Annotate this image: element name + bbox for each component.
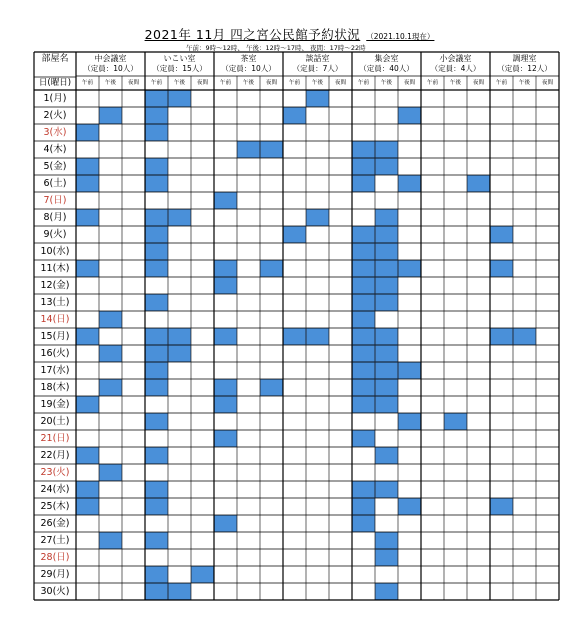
booked-slot bbox=[77, 125, 99, 141]
booked-slot bbox=[353, 312, 375, 328]
slot-label: 夜間 bbox=[196, 80, 209, 86]
booked-slot bbox=[376, 533, 398, 549]
booked-slot bbox=[307, 329, 329, 345]
booked-slot bbox=[100, 380, 122, 396]
day-label: 5(金) bbox=[43, 161, 67, 172]
corner-day-label: 日(曜日) bbox=[38, 78, 72, 88]
booked-slot bbox=[215, 261, 237, 277]
booked-slot bbox=[445, 414, 467, 430]
day-label: 13(土) bbox=[40, 297, 70, 308]
booked-slot bbox=[146, 227, 168, 243]
booked-slot bbox=[353, 295, 375, 311]
booked-slot bbox=[353, 380, 375, 396]
booked-slot bbox=[376, 397, 398, 413]
booked-slot bbox=[100, 312, 122, 328]
slot-label: 午後 bbox=[173, 80, 186, 86]
day-label: 3(水) bbox=[43, 127, 67, 138]
booked-slot bbox=[376, 159, 398, 175]
slot-label: 夜間 bbox=[403, 80, 416, 86]
booked-slot bbox=[491, 329, 513, 345]
day-label: 6(土) bbox=[43, 178, 67, 189]
booked-slot bbox=[146, 125, 168, 141]
booked-slot bbox=[100, 108, 122, 124]
slot-label: 午後 bbox=[380, 80, 393, 86]
booked-slot bbox=[77, 159, 99, 175]
day-label: 29(月) bbox=[40, 569, 70, 580]
slot-label: 午前 bbox=[81, 80, 94, 86]
booked-slot bbox=[399, 414, 421, 430]
booked-slot bbox=[399, 499, 421, 515]
booked-slot bbox=[146, 448, 168, 464]
booked-slot bbox=[77, 176, 99, 192]
booked-slot bbox=[376, 363, 398, 379]
booked-slot bbox=[353, 261, 375, 277]
booked-slot bbox=[146, 567, 168, 583]
booked-slot bbox=[353, 431, 375, 447]
day-label: 16(火) bbox=[40, 348, 70, 359]
slot-label: 夜間 bbox=[334, 80, 347, 86]
booked-slot bbox=[146, 244, 168, 260]
booked-slot bbox=[100, 533, 122, 549]
slot-label: 夜間 bbox=[265, 80, 278, 86]
room-name: 中会議室 bbox=[94, 54, 127, 63]
page-title: 2021年 11月 四之宮公民館予約状況 bbox=[144, 27, 361, 42]
as-of-date: （2021.10.1現在） bbox=[366, 32, 435, 41]
day-label: 26(金) bbox=[40, 518, 70, 529]
slot-label: 午後 bbox=[311, 80, 324, 86]
day-label: 1(月) bbox=[43, 93, 67, 104]
booked-slot bbox=[215, 397, 237, 413]
slot-label: 夜間 bbox=[472, 80, 485, 86]
booked-slot bbox=[376, 261, 398, 277]
room-name: 集会室 bbox=[374, 54, 399, 63]
booked-slot bbox=[146, 363, 168, 379]
day-label: 23(火) bbox=[40, 467, 70, 478]
booked-slot bbox=[77, 261, 99, 277]
booked-slot bbox=[146, 329, 168, 345]
room-capacity: （定員：40人） bbox=[359, 64, 414, 73]
day-label: 30(火) bbox=[40, 586, 70, 597]
booked-slot bbox=[77, 499, 99, 515]
booked-slot bbox=[146, 414, 168, 430]
booked-slot bbox=[100, 346, 122, 362]
booked-slot bbox=[284, 329, 306, 345]
booked-slot bbox=[376, 329, 398, 345]
booked-slot bbox=[376, 210, 398, 226]
booked-slot bbox=[491, 499, 513, 515]
booked-slot bbox=[100, 465, 122, 481]
booked-slot bbox=[146, 295, 168, 311]
booked-slot bbox=[261, 142, 283, 158]
room-name: 小会議室 bbox=[439, 54, 472, 63]
booked-slot bbox=[77, 448, 99, 464]
booked-slot bbox=[376, 244, 398, 260]
booked-slot bbox=[353, 516, 375, 532]
booked-slot bbox=[399, 261, 421, 277]
slot-label: 夜間 bbox=[127, 80, 140, 86]
day-label: 12(金) bbox=[40, 280, 70, 291]
booked-slot bbox=[399, 108, 421, 124]
booked-slot bbox=[261, 380, 283, 396]
booked-slot bbox=[353, 227, 375, 243]
day-label: 11(木) bbox=[40, 263, 70, 274]
booked-slot bbox=[238, 142, 260, 158]
room-name: 調理室 bbox=[512, 54, 537, 63]
booked-slot bbox=[146, 533, 168, 549]
booked-slot bbox=[146, 108, 168, 124]
day-label: 28(日) bbox=[40, 552, 70, 563]
day-label: 15(月) bbox=[40, 331, 70, 342]
day-label: 2(火) bbox=[43, 110, 67, 121]
booked-slot bbox=[215, 431, 237, 447]
corner-room-label: 部屋名 bbox=[41, 54, 69, 64]
booked-slot bbox=[376, 227, 398, 243]
booked-slot bbox=[146, 176, 168, 192]
room-capacity: （定員：7人） bbox=[292, 64, 343, 73]
slot-label: 午前 bbox=[495, 80, 508, 86]
booked-slot bbox=[169, 91, 191, 107]
booked-slot bbox=[215, 516, 237, 532]
booked-slot bbox=[353, 244, 375, 260]
booked-slot bbox=[77, 482, 99, 498]
slot-label: 午前 bbox=[357, 80, 370, 86]
day-label: 9(火) bbox=[43, 229, 67, 240]
booked-slot bbox=[376, 295, 398, 311]
day-label: 7(日) bbox=[43, 195, 67, 206]
booked-slot bbox=[146, 261, 168, 277]
booked-slot bbox=[353, 142, 375, 158]
booked-slot bbox=[169, 210, 191, 226]
day-label: 24(水) bbox=[40, 484, 70, 495]
day-label: 10(水) bbox=[40, 246, 70, 257]
booked-slot bbox=[376, 448, 398, 464]
slot-label: 午前 bbox=[288, 80, 301, 86]
room-capacity: （定員：10人） bbox=[221, 64, 276, 73]
booked-slot bbox=[376, 380, 398, 396]
booked-slot bbox=[146, 499, 168, 515]
room-name: いこい室 bbox=[163, 54, 196, 63]
day-label: 8(月) bbox=[43, 212, 67, 223]
booked-slot bbox=[215, 278, 237, 294]
booked-slot bbox=[146, 584, 168, 600]
booked-slot bbox=[376, 278, 398, 294]
booked-slot bbox=[353, 482, 375, 498]
booked-slot bbox=[376, 346, 398, 362]
booked-slot bbox=[514, 329, 536, 345]
day-label: 4(木) bbox=[43, 144, 67, 155]
slot-label: 午後 bbox=[104, 80, 117, 86]
booked-slot bbox=[146, 159, 168, 175]
slot-label: 午後 bbox=[449, 80, 462, 86]
booked-slot bbox=[491, 227, 513, 243]
booked-slot bbox=[353, 176, 375, 192]
room-name: 談話室 bbox=[305, 54, 330, 63]
day-label: 17(水) bbox=[40, 365, 70, 376]
booked-slot bbox=[468, 176, 490, 192]
booked-slot bbox=[353, 397, 375, 413]
booked-slot bbox=[77, 210, 99, 226]
booked-slot bbox=[215, 193, 237, 209]
slot-label: 午前 bbox=[426, 80, 439, 86]
booked-slot bbox=[491, 261, 513, 277]
day-label: 20(土) bbox=[40, 416, 70, 427]
hours-note: 午前：9時～12時、 午後：12時～17時、 夜間：17時～22時 bbox=[186, 44, 366, 52]
booked-slot bbox=[353, 499, 375, 515]
day-label: 14(日) bbox=[40, 314, 70, 325]
day-label: 25(木) bbox=[40, 501, 70, 512]
day-label: 21(日) bbox=[40, 433, 70, 444]
booked-slot bbox=[169, 584, 191, 600]
slot-label: 午前 bbox=[150, 80, 163, 86]
booked-slot bbox=[376, 550, 398, 566]
day-label: 18(木) bbox=[40, 382, 70, 393]
day-label: 22(月) bbox=[40, 450, 70, 461]
slot-label: 午前 bbox=[219, 80, 232, 86]
booked-slot bbox=[376, 482, 398, 498]
slot-label: 午後 bbox=[518, 80, 531, 86]
booked-slot bbox=[399, 363, 421, 379]
day-label: 19(金) bbox=[40, 399, 70, 410]
booked-slot bbox=[353, 278, 375, 294]
booked-slot bbox=[376, 142, 398, 158]
booked-slot bbox=[146, 482, 168, 498]
booked-slot bbox=[307, 210, 329, 226]
room-capacity: （定員：10人） bbox=[83, 64, 138, 73]
booked-slot bbox=[376, 584, 398, 600]
booked-slot bbox=[353, 159, 375, 175]
booked-slot bbox=[353, 363, 375, 379]
booked-slot bbox=[399, 176, 421, 192]
booked-slot bbox=[146, 210, 168, 226]
booked-slot bbox=[307, 91, 329, 107]
booked-slot bbox=[215, 329, 237, 345]
booked-slot bbox=[284, 108, 306, 124]
room-capacity: （定員：12人） bbox=[497, 64, 552, 73]
booked-slot bbox=[261, 261, 283, 277]
booked-slot bbox=[169, 329, 191, 345]
booked-slot bbox=[77, 397, 99, 413]
booked-slot bbox=[146, 91, 168, 107]
booked-slot bbox=[284, 227, 306, 243]
booked-slot bbox=[215, 380, 237, 396]
booked-slot bbox=[169, 346, 191, 362]
booked-slot bbox=[192, 567, 214, 583]
room-name: 茶室 bbox=[240, 54, 257, 63]
slot-label: 午後 bbox=[242, 80, 255, 86]
booked-slot bbox=[353, 346, 375, 362]
booked-slot bbox=[146, 380, 168, 396]
booked-slot bbox=[353, 329, 375, 345]
room-capacity: （定員：15人） bbox=[152, 64, 207, 73]
room-capacity: （定員：4人） bbox=[430, 64, 481, 73]
booked-slot bbox=[146, 346, 168, 362]
booked-slot bbox=[77, 329, 99, 345]
slot-label: 夜間 bbox=[541, 80, 554, 86]
day-label: 27(土) bbox=[40, 535, 70, 546]
